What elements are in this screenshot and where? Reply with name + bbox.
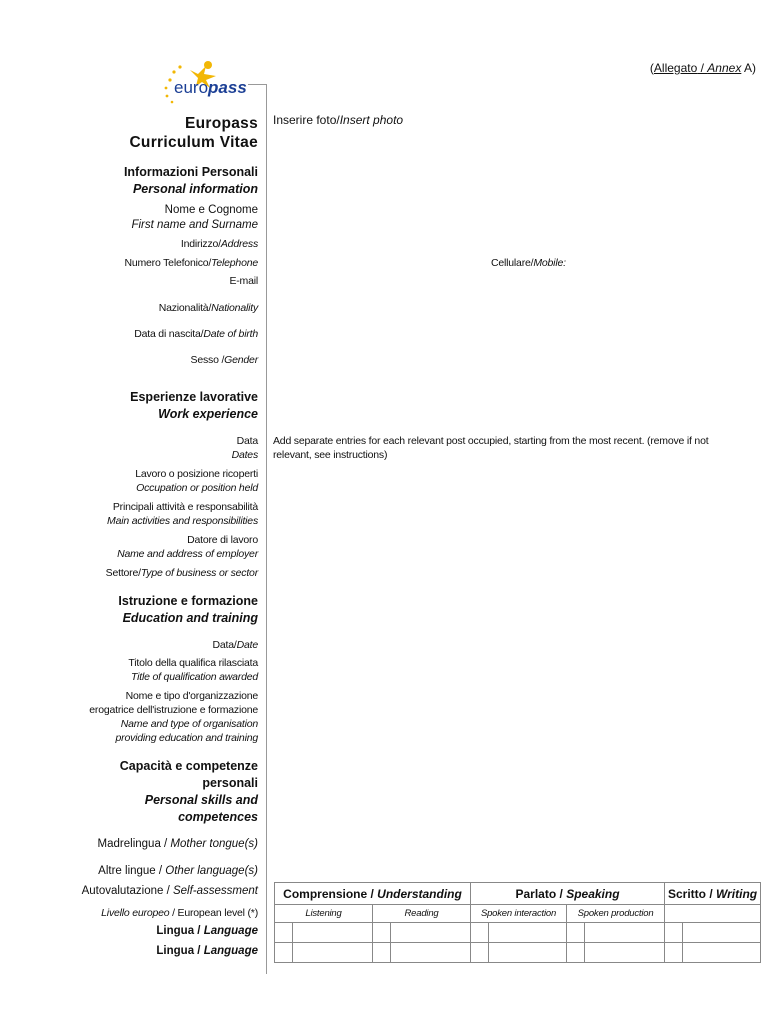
cell-value[interactable] — [391, 923, 471, 943]
cell-value[interactable] — [683, 923, 761, 943]
label-gender: Sesso /Gender — [190, 354, 258, 366]
annex-label: (Allegato / Annex A) — [649, 61, 756, 75]
label-language-2: Lingua / Language — [156, 945, 258, 957]
label-organisation: Nome e tipo d'organizzazione erogatrice dell'istruzione e formazione Name and type of organisation providing education and training — [89, 690, 258, 744]
label-address: Indirizzo/Address — [180, 238, 258, 250]
subheader-spoken-production: Spoken production — [567, 905, 665, 923]
header-speaking: Parlato / Speaking — [471, 883, 665, 905]
header-understanding: Comprensione / Understanding — [275, 883, 471, 905]
subheader-writing-blank — [665, 905, 761, 923]
section-personal-info: Informazioni Personali Personal information — [123, 165, 258, 196]
cell-level[interactable] — [665, 923, 683, 943]
cell-level[interactable] — [373, 923, 391, 943]
subheader-spoken-interaction: Spoken interaction — [471, 905, 567, 923]
section-work-experience: Esperienze lavorative Work experience — [130, 390, 258, 421]
cell-level[interactable] — [275, 923, 293, 943]
cell-level[interactable] — [567, 943, 585, 963]
label-self-assessment: Autovalutazione / Self-assessment — [81, 885, 258, 897]
label-employer: Datore di lavoro Name and address of employer — [117, 534, 258, 560]
header-writing: Scritto / Writing — [665, 883, 761, 905]
label-telephone: Numero Telefonico/Telephone — [124, 257, 258, 269]
cell-level[interactable] — [373, 943, 391, 963]
subheader-reading: Reading — [373, 905, 471, 923]
label-language-1: Lingua / Language — [156, 925, 258, 937]
work-instructions: Add separate entries for each relevant post occupied, starting from the most recent. (remove if not relevant, see instructions) — [273, 435, 709, 461]
label-other-languages: Altre lingue / Other language(s) — [98, 865, 258, 877]
cell-level[interactable] — [665, 943, 683, 963]
cell-value[interactable] — [585, 923, 665, 943]
cell-value[interactable] — [489, 923, 567, 943]
cell-level[interactable] — [275, 943, 293, 963]
label-european-level: Livello europeo / European level (*) — [101, 907, 258, 919]
label-email: E-mail — [229, 275, 258, 287]
label-name: Nome e Cognome First name and Surname — [131, 204, 258, 231]
section-education: Istruzione e formazione Education and training — [118, 594, 258, 625]
divider-top — [248, 84, 266, 85]
divider-vertical — [266, 84, 267, 974]
label-nationality: Nazionalità/Nationality — [158, 302, 258, 314]
cell-value[interactable] — [293, 943, 373, 963]
cell-value[interactable] — [585, 943, 665, 963]
subheader-listening: Listening — [275, 905, 373, 923]
page-title: Europass Curriculum Vitae — [129, 115, 258, 151]
language-assessment-table — [274, 882, 761, 963]
cell-level[interactable] — [567, 923, 585, 943]
europass-logo — [160, 58, 256, 104]
photo-placeholder: Inserire foto/Insert photo — [273, 113, 404, 127]
label-qualification: Titolo della qualifica rilasciata Title of qualification awarded — [128, 657, 258, 683]
table-row — [275, 923, 761, 943]
europass-logo-text: europass — [174, 78, 247, 97]
label-mobile: Cellulare/Mobile: — [491, 257, 566, 269]
label-education-date: Data/Date — [212, 639, 258, 651]
cell-level[interactable] — [471, 943, 489, 963]
cell-value[interactable] — [391, 943, 471, 963]
cell-value[interactable] — [293, 923, 373, 943]
label-work-dates: Data Dates — [231, 435, 258, 461]
label-occupation: Lavoro o posizione ricoperti Occupation or position held — [135, 468, 258, 494]
label-mother-tongue: Madrelingua / Mother tongue(s) — [97, 838, 258, 850]
label-sector: Settore/Type of business or sector — [105, 567, 258, 579]
cell-level[interactable] — [471, 923, 489, 943]
label-main-activities: Principali attività e responsabilità Main activities and responsibilities — [107, 501, 258, 527]
cell-value[interactable] — [489, 943, 567, 963]
section-personal-skills: Capacità e competenze personali Personal skills and competences — [119, 759, 258, 824]
table-row — [275, 943, 761, 963]
cell-value[interactable] — [683, 943, 761, 963]
label-date-of-birth: Data di nascita/Date of birth — [134, 328, 258, 340]
